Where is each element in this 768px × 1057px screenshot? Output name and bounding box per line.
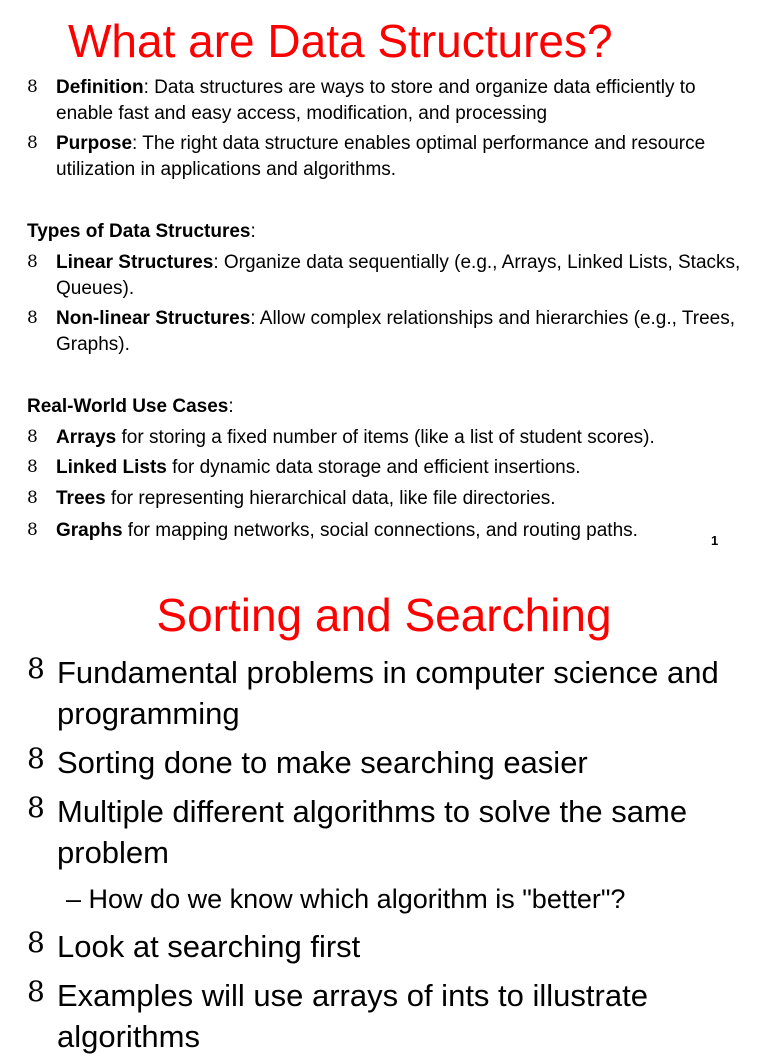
linear-structures-text: Linear Structures: Organize data sequentially (e.g., Arrays, Linked Lists, Stacks, Queues). [56,252,741,299]
definition-text: Definition: Data structures are ways to store and organize data efficiently to enable fast and easy access, modification, and processing [56,77,696,124]
bullet-icon: 8 [27,308,38,328]
list-item-text: Look at searching first [57,929,361,964]
use-cases-heading: Real-World Use Cases: [27,396,234,417]
bullet-icon: 8 [27,252,38,272]
bullet-icon: 8 [27,791,45,824]
sub-item-text: – How do we know which algorithm is "better"? [66,884,626,914]
purpose-text: Purpose: The right data structure enables optimal performance and resource utilization in applications and algorithms. [56,133,706,180]
bullet-icon: 8 [27,520,38,540]
list-item-text: Fundamental problems in computer science and programming [57,655,719,731]
linked-lists-text: Linked Lists for dynamic data storage and efficient insertions. [56,457,581,478]
dash-icon: – [66,884,82,914]
bullet-icon: 8 [27,975,45,1008]
bullet-icon: 8 [27,742,45,775]
bullet-icon: 8 [27,133,38,153]
bullet-icon: 8 [27,457,38,477]
list-item-text: Multiple different algorithms to solve the same problem [57,794,688,870]
slide-title: Sorting and Searching [156,589,612,641]
trees-text: Trees for representing hierarchical data, like file directories. [56,488,556,509]
page-number: 1 [711,533,719,548]
bullet-icon: 8 [27,652,45,685]
list-item-text: Examples will use arrays of ints to illustrate algorithms [57,978,648,1054]
bullet-icon: 8 [27,488,38,508]
bullet-icon: 8 [27,427,38,447]
bullet-icon: 8 [27,77,38,97]
list-item-text: Sorting done to make searching easier [57,745,588,780]
slide-title: What are Data Structures? [68,15,613,67]
slide-2 [0,572,768,1054]
graphs-text: Graphs for mapping networks, social connections, and routing paths. [56,520,638,541]
bullet-icon: 8 [27,926,45,959]
arrays-text: Arrays for storing a fixed number of items (like a list of student scores). [56,427,655,448]
types-heading: Types of Data Structures: [27,221,256,242]
nonlinear-structures-text: Non-linear Structures: Allow complex relationships and hierarchies (e.g., Trees, Graphs). [56,308,735,355]
